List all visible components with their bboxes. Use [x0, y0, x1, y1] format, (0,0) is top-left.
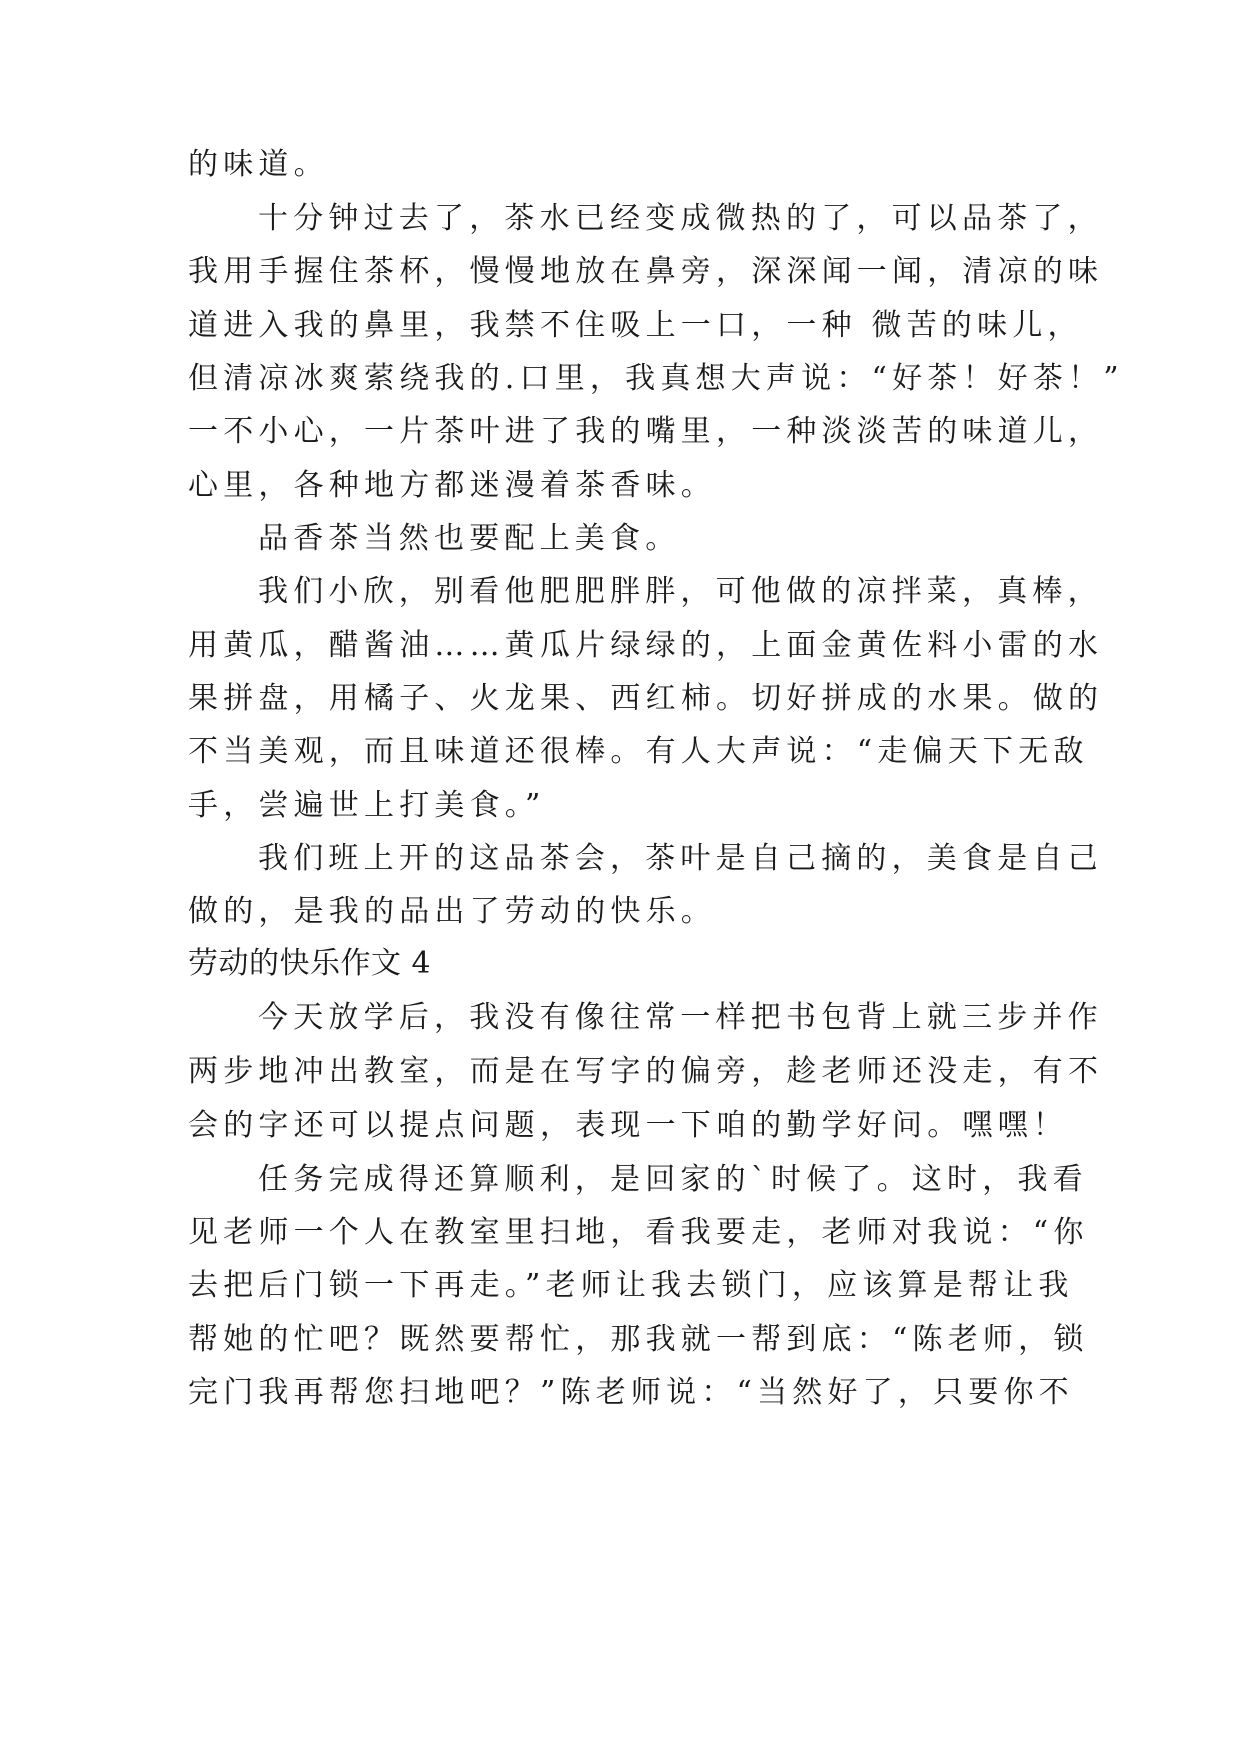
paragraph-line: 做的，是我的品出了劳动的快乐。 — [188, 894, 716, 929]
paragraph-line: 会的字还可以提点问题，表现一下咱的勤学好问。嘿嘿！ — [188, 1108, 1068, 1143]
paragraph-line: 的味道。 — [188, 147, 329, 182]
paragraph-first-line: 今天放学后，我没有像往常一样把书包背上就三步并作 — [258, 1000, 1103, 1035]
paragraph-line: 去把后门锁一下再走。”老师让我去锁门，应该算是帮让我 — [188, 1268, 1074, 1303]
paragraph-first-line: 品香茶当然也要配上美食。 — [258, 521, 681, 556]
paragraph-line: 完门我再帮您扫地吧？”陈老师说：“当然好了，只要你不 — [188, 1375, 1074, 1410]
paragraph-line: 用黄瓜，醋酱油……黄瓜片绿绿的，上面金黄佐料小雷的水 — [188, 628, 1104, 663]
section-heading: 劳动的快乐作文 4 — [188, 946, 432, 981]
paragraph-line: 我用手握住茶杯，慢慢地放在鼻旁，深深闻一闻，清凉的味 — [188, 254, 1104, 289]
paragraph-line: 不当美观，而且味道还很棒。有人大声说：“走偏天下无敌 — [188, 734, 1089, 769]
paragraph-line: 果拼盘，用橘子、火龙果、西红柿。切好拼成的水果。做的 — [188, 681, 1104, 716]
paragraph-line: 心里，各种地方都迷漫着茶香味。 — [188, 468, 716, 503]
paragraph-line: 一不小心，一片茶叶进了我的嘴里，一种淡淡苦的味道儿， — [188, 414, 1104, 449]
paragraph-line: 两步地冲出教室，而是在写字的偏旁，趁老师还没走，有不 — [188, 1054, 1104, 1089]
paragraph-first-line: 十分钟过去了，茶水已经变成微热的了，可以品茶了， — [258, 201, 1103, 236]
paragraph-first-line: 我们小欣，别看他肥肥胖胖，可他做的凉拌菜，真棒， — [258, 574, 1103, 609]
paragraph-line: 手，尝遍世上打美食。” — [188, 788, 546, 823]
paragraph-line: 见老师一个人在教室里扫地，看我要走，老师对我说：“你 — [188, 1215, 1089, 1250]
paragraph-line: 道进入我的鼻里，我禁不住吸上一口，一种 微苦的味儿， — [188, 308, 1083, 343]
paragraph-line: 但清凉冰爽萦绕我的.口里，我真想大声说：“好茶！好茶！” — [188, 361, 1124, 396]
paragraph-first-line: 任务完成得还算顺利，是回家的`时候了。这时，我看 — [258, 1162, 1088, 1197]
paragraph-line: 帮她的忙吧？既然要帮忙，那我就一帮到底：“陈老师，锁 — [188, 1322, 1089, 1357]
paragraph-first-line: 我们班上开的这品茶会，茶叶是自己摘的，美食是自己 — [258, 841, 1103, 876]
